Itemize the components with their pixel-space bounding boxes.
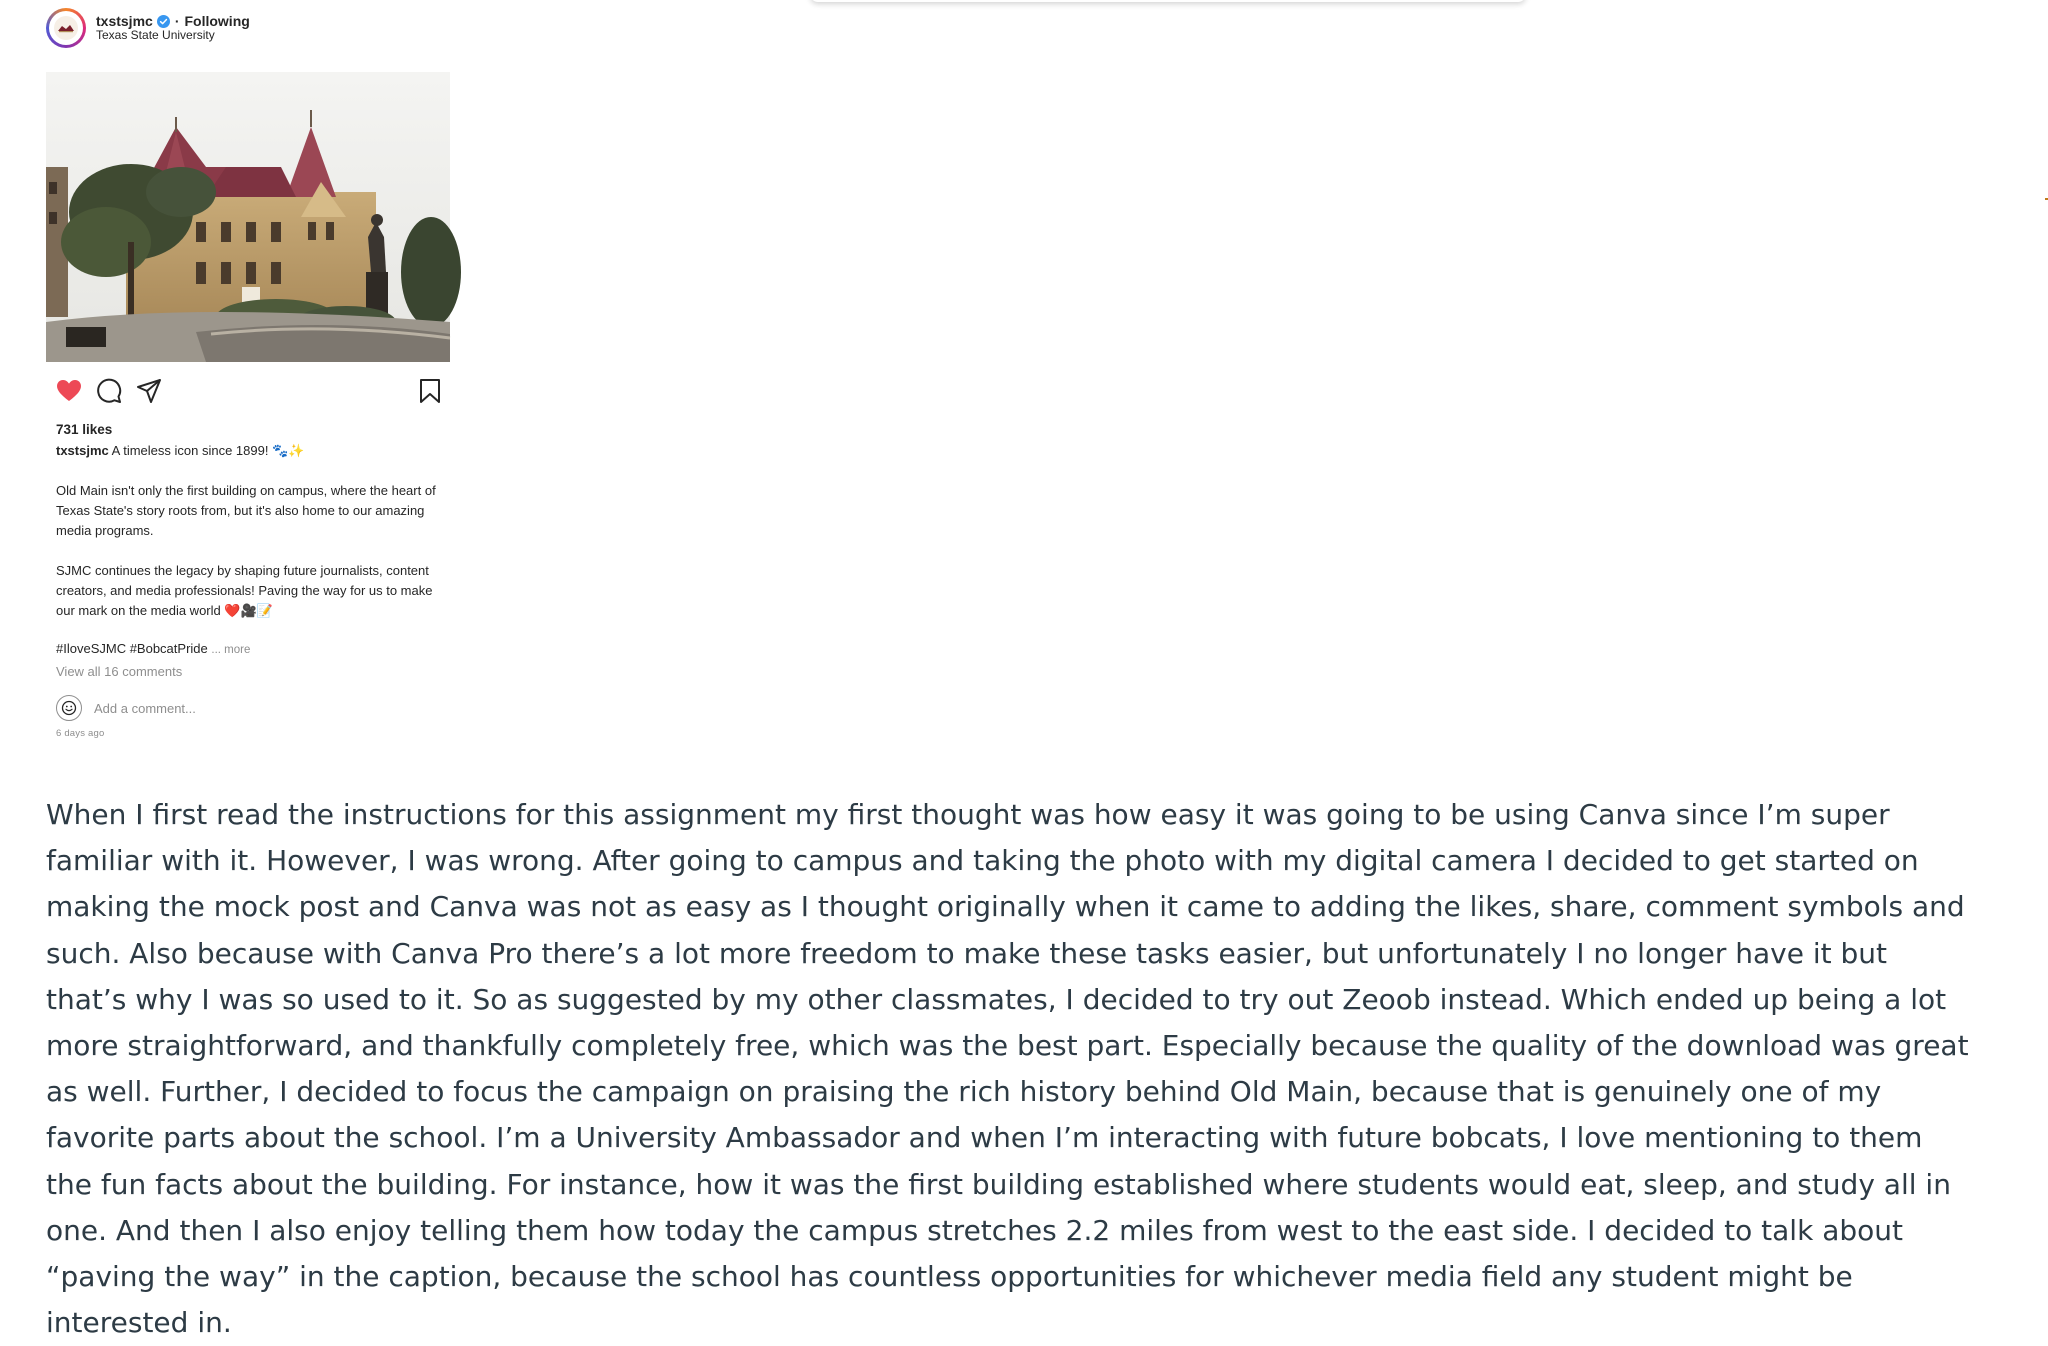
bookmark-icon[interactable]: [418, 378, 442, 404]
heart-icon[interactable]: [56, 379, 82, 403]
caption-hashtags[interactable]: #IloveSJMC #BobcatPride: [56, 641, 208, 656]
post-header: [46, 8, 450, 48]
caption-headline: A timeless icon since 1899! 🐾✨: [111, 443, 305, 458]
txst-logo-icon: [54, 16, 78, 40]
caption-username[interactable]: txstsjmc: [56, 443, 109, 458]
follow-status-button[interactable]: Following: [184, 13, 250, 30]
top-toolbar-shadow: [810, 0, 1526, 2]
comment-bubble-icon[interactable]: [96, 378, 122, 404]
caption-paragraph-1: Old Main isn't only the first building on campus, where the heart of Texas State's story roots from, but it's also home to our amazing media programs.: [56, 483, 436, 538]
username-row: [96, 13, 250, 29]
likes-count[interactable]: 731 likes: [56, 422, 113, 437]
reflection-paragraph: When I first read the instructions for this assignment my first thought was how easy it was going to be using Canva since I’m super familiar with it. However, I was wrong. After going to campus and taking the photo with my digital camera I decided to get started on making the mock post and Canva was not as easy as I thought originally when it came to adding the likes, share, comment symbols and such. Also because with Canva Pro there’s a lot more freedom to make these tasks easier, but unfortunately I no longer have it but that’s why I was so used to it. So as suggested by my other classmates, I decided to try out Zeoob instead. Which ended up being a lot more straightforward, and thankfully completely free, which was the best part. Especially because the quality of the download was great as well. Further, I decided to focus the campaign on praising the rich history behind Old Main, because that is genuinely one of my favorite parts about the school. I’m a University Ambassador and when I’m interacting with future bobcats, I love mentioning to them the fun facts about the building. For instance, how it was the first building established where students would eat, sleep, and study all in one. And then I also enjoy telling them how today the campus stretches 2.2 miles from west to the east side. I decided to talk about “paving the way” in the caption, because the school has countless opportunities for whichever media field any student might be interested in.: [46, 798, 1969, 1340]
post-location[interactable]: Texas State University: [96, 28, 215, 43]
separator-dot: ·: [174, 13, 180, 30]
view-comments-link[interactable]: View all 16 comments: [56, 664, 183, 679]
verified-badge-icon: [157, 15, 170, 28]
post-photo: [46, 72, 450, 362]
caption-more-link[interactable]: ... more: [211, 644, 251, 656]
avatar[interactable]: [46, 8, 86, 48]
post-caption: [46, 441, 450, 660]
post-username[interactable]: txstsjmc: [96, 13, 153, 30]
caption-paragraph-2: SJMC continues the legacy by shaping future journalists, content creators, and media professionals! Paving the way for us to make our mark on the media world ❤️🎥📝: [56, 563, 433, 618]
send-paper-plane-icon[interactable]: [136, 378, 162, 404]
post-timestamp: 6 days ago: [56, 728, 105, 739]
caption-hashtags-row: [56, 639, 438, 660]
post-header-text: [96, 13, 250, 43]
avatar-ring-inner: [49, 11, 83, 45]
caption-first-line: [56, 441, 438, 461]
instagram-post: [46, 8, 450, 739]
post-actions: [46, 376, 450, 406]
add-comment-row: [46, 694, 450, 722]
smiley-icon[interactable]: [56, 695, 82, 721]
comment-input[interactable]: [94, 701, 374, 716]
